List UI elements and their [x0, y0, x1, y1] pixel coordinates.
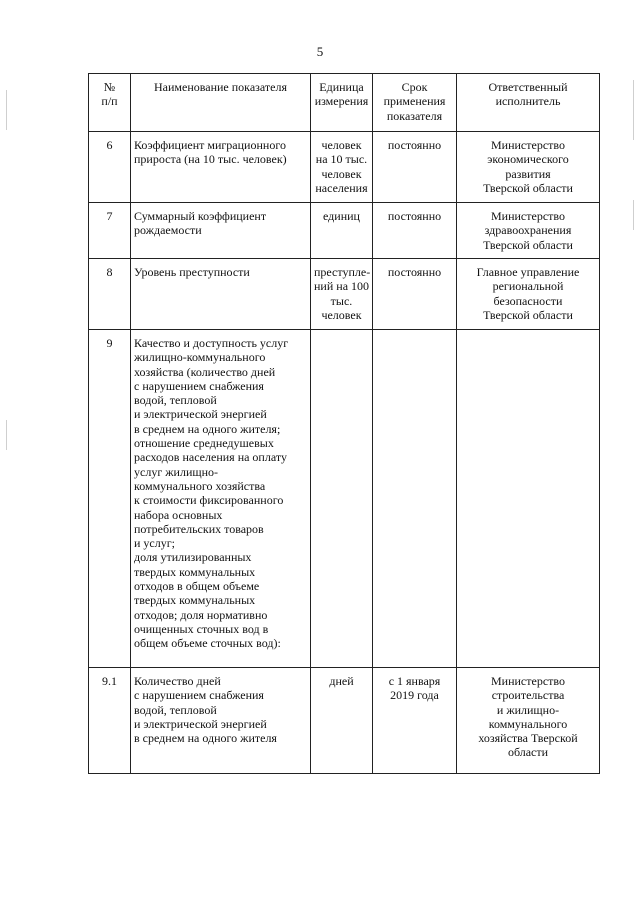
row-num: 6: [89, 132, 131, 203]
row-name: Количество дней с нарушением снабжения водой, тепловой и электрической энергией в среднем на одного жителя: [131, 668, 311, 774]
row-term: постоянно: [373, 259, 457, 330]
table-row: [89, 259, 600, 330]
row-name: Уровень преступности: [131, 259, 311, 330]
table-row: [89, 132, 600, 203]
table-header-row: [89, 74, 600, 132]
row-unit: дней: [311, 668, 373, 774]
indicators-table: [88, 73, 600, 774]
scan-artifact-left: [6, 90, 7, 130]
header-term: Срок применения показателя: [373, 74, 457, 132]
row-responsible: Главное управление региональной безопасности Тверской области: [457, 259, 600, 330]
page-number: 5: [316, 44, 324, 59]
scan-artifact-right-2: [633, 200, 634, 230]
header-unit: Единица измерения: [311, 74, 373, 132]
scan-artifact-left-2: [6, 420, 7, 450]
row-term: с 1 января 2019 года: [373, 668, 457, 774]
row-term: постоянно: [373, 132, 457, 203]
row-term: [373, 330, 457, 668]
row-name: Суммарный коэффициент рождаемости: [131, 203, 311, 259]
row-name: Качество и доступность услуг жилищно-коммунального хозяйства (количество дней с нарушением снабжения водой, тепловой и электрической энергией в среднем на одного жителя; отношение среднедушевых расходов населения на оплату услуг жилищно- коммунального хозяйства к стоимости фиксированного набора основных потребительских товаров и услуг; доля утилизированных твердых коммунальных отходов в общем объеме твердых коммунальных отходов; доля нормативно очищенных сточных вод в общем объеме сточных вод):: [131, 330, 311, 668]
row-num: 7: [89, 203, 131, 259]
row-num: 9.1: [89, 668, 131, 774]
row-responsible: Министерство здравоохранения Тверской области: [457, 203, 600, 259]
row-responsible: Министерство экономического развития Тверской области: [457, 132, 600, 203]
row-unit: преступле- ний на 100 тыс. человек: [311, 259, 373, 330]
row-unit: человек на 10 тыс. человек населения: [311, 132, 373, 203]
table-row: [89, 330, 600, 668]
row-unit: [311, 330, 373, 668]
row-responsible: Министерство строительства и жилищно- коммунального хозяйства Тверской области: [457, 668, 600, 774]
row-num: 9: [89, 330, 131, 668]
table-row: [89, 203, 600, 259]
header-responsible: Ответственный исполнитель: [457, 74, 600, 132]
row-unit: единиц: [311, 203, 373, 259]
table-row: [89, 668, 600, 774]
scan-artifact-right: [633, 80, 634, 140]
row-term: постоянно: [373, 203, 457, 259]
header-num: № п/п: [89, 74, 131, 132]
header-name: Наименование показателя: [131, 74, 311, 132]
row-responsible: [457, 330, 600, 668]
row-num: 8: [89, 259, 131, 330]
row-name: Коэффициент миграционного прироста (на 10 тыс. человек): [131, 132, 311, 203]
